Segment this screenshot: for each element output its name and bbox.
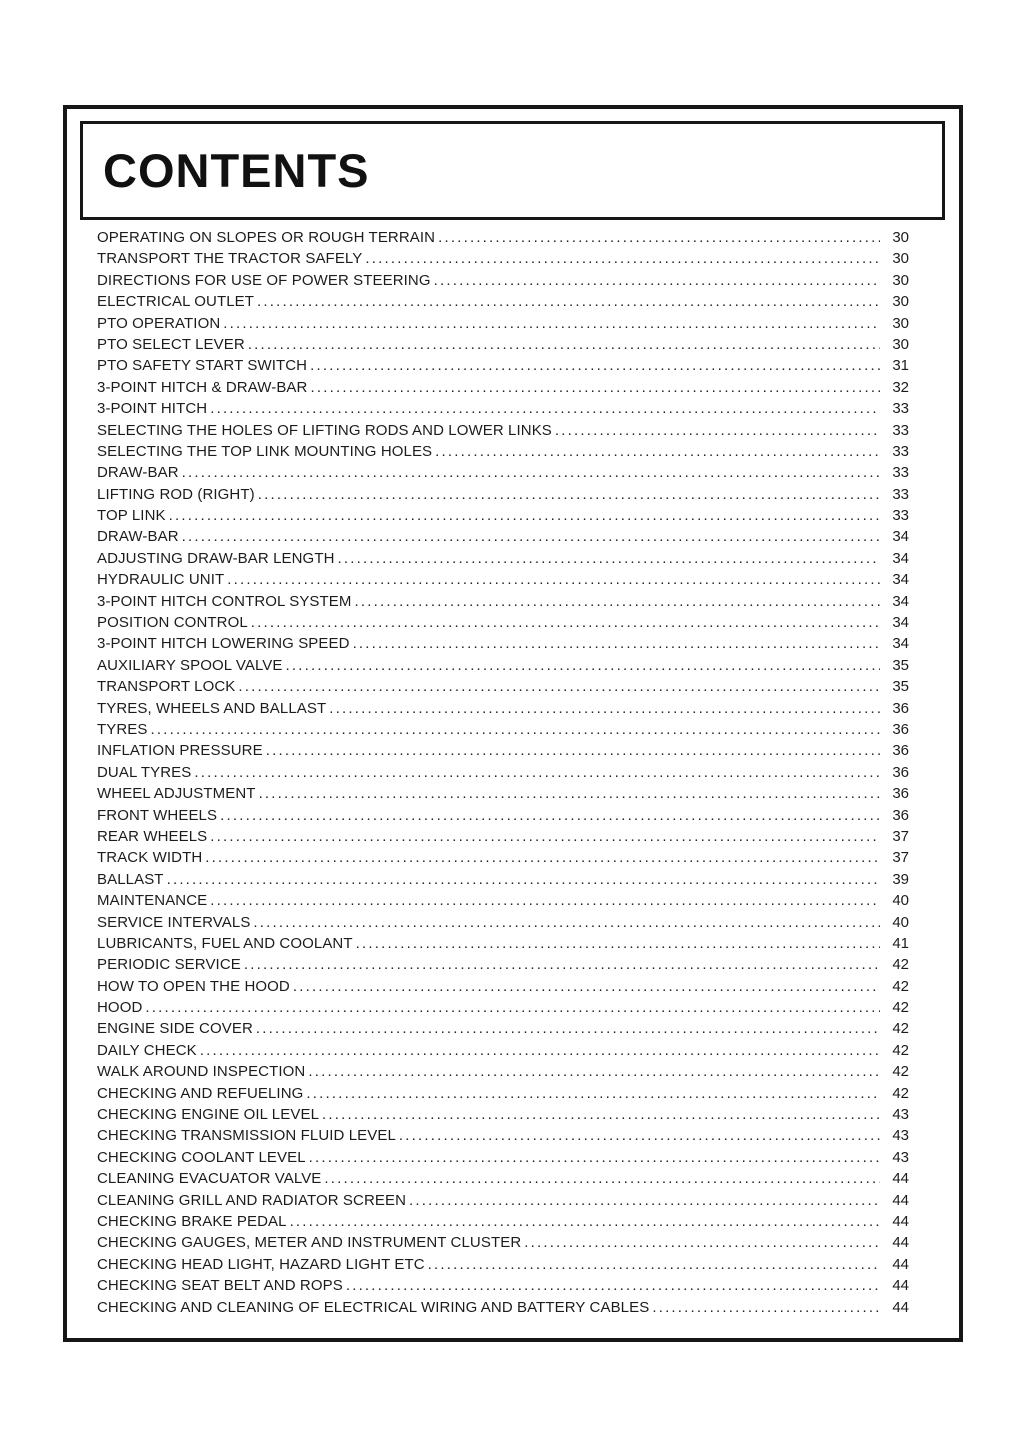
toc-leader-dots	[428, 1254, 880, 1275]
toc-entry	[97, 719, 909, 740]
toc-entry	[97, 633, 909, 654]
toc-entry-label: TRACK WIDTH	[97, 849, 203, 867]
toc-entry-label: CHECKING GAUGES, METER AND INSTRUMENT CLUSTER	[97, 1234, 522, 1252]
toc-entry-label: DRAW-BAR	[97, 528, 179, 546]
toc-leader-dots	[256, 1018, 880, 1039]
toc-entry	[97, 313, 909, 334]
toc-entry-label: SELECTING THE TOP LINK MOUNTING HOLES	[97, 442, 433, 460]
toc-list	[97, 227, 909, 1318]
toc-entry	[97, 398, 909, 419]
toc-entry-label: INFLATION PRESSURE	[97, 742, 263, 760]
toc-entry	[97, 976, 909, 997]
toc-entry-page: 39	[892, 870, 909, 888]
toc-entry-page: 34	[892, 571, 909, 589]
toc-leader-dots	[200, 1040, 880, 1061]
toc-entry-label: CHECKING SEAT BELT AND ROPS	[97, 1277, 343, 1295]
toc-entry-page: 44	[892, 1277, 909, 1295]
toc-entry-label: LUBRICANTS, FUEL AND COOLANT	[97, 934, 353, 952]
toc-leader-dots	[266, 740, 880, 761]
toc-leader-dots	[167, 869, 880, 890]
toc-entry	[97, 783, 909, 804]
toc-leader-dots	[324, 1168, 880, 1189]
toc-entry-label: ELECTRICAL OUTLET	[97, 293, 255, 311]
toc-entry	[97, 270, 909, 291]
toc-entry	[97, 655, 909, 676]
toc-leader-dots	[308, 1061, 880, 1082]
toc-entry	[97, 1297, 909, 1318]
toc-entry-page: 33	[892, 421, 909, 439]
toc-entry-page: 40	[892, 892, 909, 910]
toc-leader-dots	[434, 270, 880, 291]
toc-entry	[97, 441, 909, 462]
toc-leader-dots	[286, 655, 880, 676]
toc-leader-dots	[353, 633, 880, 654]
toc-entry-label: CHECKING COOLANT LEVEL	[97, 1148, 306, 1166]
toc-entry-page: 30	[892, 314, 909, 332]
toc-entry	[97, 1018, 909, 1039]
toc-entry-page: 35	[892, 656, 909, 674]
toc-entry-label: CLEANING GRILL AND RADIATOR SCREEN	[97, 1191, 407, 1209]
toc-entry-label: MAINTENANCE	[97, 892, 208, 910]
contents-title-box	[80, 121, 945, 220]
toc-entry	[97, 227, 909, 248]
toc-entry	[97, 291, 909, 312]
toc-entry-label: REAR WHEELS	[97, 827, 208, 845]
toc-entry-page: 30	[892, 293, 909, 311]
toc-entry	[97, 248, 909, 269]
toc-leader-dots	[205, 847, 880, 868]
toc-leader-dots	[399, 1125, 880, 1146]
toc-entry-page: 42	[892, 977, 909, 995]
toc-entry	[97, 505, 909, 526]
toc-entry-page: 43	[892, 1148, 909, 1166]
toc-entry-label: WHEEL ADJUSTMENT	[97, 785, 256, 803]
toc-leader-dots	[290, 1211, 880, 1232]
toc-leader-dots	[210, 826, 880, 847]
toc-entry-page: 30	[892, 335, 909, 353]
toc-entry-page: 41	[892, 934, 909, 952]
toc-entry-label: 3-POINT HITCH CONTROL SYSTEM	[97, 592, 352, 610]
toc-entry-page: 40	[892, 913, 909, 931]
toc-entry-label: ENGINE SIDE COVER	[97, 1020, 253, 1038]
toc-entry-page: 34	[892, 635, 909, 653]
toc-entry-page: 44	[892, 1255, 909, 1273]
toc-leader-dots	[652, 1297, 880, 1318]
toc-entry-page: 36	[892, 699, 909, 717]
toc-entry-label: BALLAST	[97, 870, 164, 888]
toc-entry-page: 34	[892, 549, 909, 567]
toc-entry-label: CHECKING TRANSMISSION FLUID LEVEL	[97, 1127, 396, 1145]
toc-leader-dots	[438, 227, 880, 248]
toc-leader-dots	[355, 591, 881, 612]
toc-leader-dots	[169, 505, 880, 526]
toc-leader-dots	[310, 377, 880, 398]
toc-entry-label: DRAW-BAR	[97, 464, 179, 482]
toc-leader-dots	[182, 526, 880, 547]
toc-entry	[97, 420, 909, 441]
toc-entry-page: 44	[892, 1298, 909, 1316]
toc-entry	[97, 869, 909, 890]
toc-leader-dots	[151, 719, 880, 740]
toc-entry	[97, 762, 909, 783]
toc-entry	[97, 1168, 909, 1189]
toc-entry-label: HOW TO OPEN THE HOOD	[97, 977, 290, 995]
toc-entry-label: 3-POINT HITCH	[97, 400, 208, 418]
toc-entry-label: 3-POINT HITCH & DRAW-BAR	[97, 378, 308, 396]
toc-entry-label: TYRES	[97, 720, 148, 738]
toc-entry-label: POSITION CONTROL	[97, 614, 248, 632]
toc-entry	[97, 890, 909, 911]
toc-entry-page: 42	[892, 1084, 909, 1102]
toc-entry-label: AUXILIARY SPOOL VALVE	[97, 656, 283, 674]
toc-entry-page: 44	[892, 1234, 909, 1252]
toc-leader-dots	[524, 1232, 880, 1253]
toc-entry	[97, 1211, 909, 1232]
toc-entry	[97, 997, 909, 1018]
toc-entry-page: 36	[892, 763, 909, 781]
toc-entry	[97, 1190, 909, 1211]
toc-entry-page: 37	[892, 849, 909, 867]
toc-entry-page: 42	[892, 1063, 909, 1081]
toc-entry-label: CLEANING EVACUATOR VALVE	[97, 1170, 322, 1188]
toc-entry-label: HYDRAULIC UNIT	[97, 571, 225, 589]
toc-entry	[97, 1040, 909, 1061]
toc-entry-page: 36	[892, 720, 909, 738]
toc-leader-dots	[253, 912, 880, 933]
toc-leader-dots	[248, 334, 880, 355]
toc-entry-page: 42	[892, 956, 909, 974]
toc-leader-dots	[293, 976, 880, 997]
toc-entry	[97, 591, 909, 612]
toc-entry	[97, 826, 909, 847]
toc-entry-page: 33	[892, 464, 909, 482]
toc-leader-dots	[555, 420, 880, 441]
toc-entry-label: 3-POINT HITCH LOWERING SPEED	[97, 635, 350, 653]
toc-entry	[97, 355, 909, 376]
toc-entry	[97, 1125, 909, 1146]
toc-entry	[97, 933, 909, 954]
toc-entry-label: CHECKING AND CLEANING OF ELECTRICAL WIRING AND BATTERY CABLES	[97, 1298, 650, 1316]
toc-entry-page: 37	[892, 827, 909, 845]
toc-leader-dots	[227, 569, 880, 590]
toc-entry-page: 30	[892, 271, 909, 289]
toc-entry-page: 35	[892, 678, 909, 696]
toc-entry	[97, 548, 909, 569]
toc-leader-dots	[194, 762, 880, 783]
toc-leader-dots	[244, 954, 880, 975]
toc-entry	[97, 526, 909, 547]
toc-leader-dots	[365, 248, 880, 269]
toc-leader-dots	[210, 890, 880, 911]
toc-entry	[97, 569, 909, 590]
toc-entry-page: 36	[892, 742, 909, 760]
toc-entry-page: 32	[892, 378, 909, 396]
toc-entry-label: LIFTING ROD (RIGHT)	[97, 485, 255, 503]
toc-entry-page: 42	[892, 999, 909, 1017]
toc-entry-page: 34	[892, 614, 909, 632]
toc-entry-label: TRANSPORT THE TRACTOR SAFELY	[97, 250, 363, 268]
toc-entry-label: TYRES, WHEELS AND BALLAST	[97, 699, 327, 717]
toc-entry	[97, 1275, 909, 1296]
toc-entry-page: 43	[892, 1106, 909, 1124]
toc-entry	[97, 676, 909, 697]
toc-leader-dots	[258, 484, 880, 505]
toc-entry-label: TOP LINK	[97, 507, 166, 525]
toc-leader-dots	[409, 1190, 880, 1211]
toc-entry-label: SELECTING THE HOLES OF LIFTING RODS AND LOWER LINKS	[97, 421, 552, 439]
toc-leader-dots	[251, 612, 880, 633]
toc-entry	[97, 1061, 909, 1082]
toc-leader-dots	[306, 1083, 880, 1104]
toc-leader-dots	[356, 933, 880, 954]
toc-entry	[97, 1083, 909, 1104]
toc-entry	[97, 1232, 909, 1253]
toc-entry-label: PERIODIC SERVICE	[97, 956, 241, 974]
toc-entry-page: 30	[892, 229, 909, 246]
toc-entry	[97, 740, 909, 761]
toc-leader-dots	[338, 548, 880, 569]
toc-leader-dots	[238, 676, 880, 697]
toc-entry-page: 43	[892, 1127, 909, 1145]
toc-entry	[97, 1104, 909, 1125]
toc-entry-page: 42	[892, 1020, 909, 1038]
toc-entry	[97, 334, 909, 355]
toc-entry	[97, 847, 909, 868]
toc-entry	[97, 612, 909, 633]
toc-leader-dots	[210, 398, 880, 419]
toc-entry	[97, 462, 909, 483]
toc-entry-page: 33	[892, 400, 909, 418]
content-frame	[63, 105, 963, 1342]
toc-entry-page: 36	[892, 806, 909, 824]
toc-entry-label: CHECKING BRAKE PEDAL	[97, 1212, 287, 1230]
toc-entry-page: 31	[892, 357, 909, 375]
page-title: CONTENTS	[103, 144, 370, 197]
toc-leader-dots	[257, 291, 880, 312]
toc-leader-dots	[309, 1147, 880, 1168]
toc-entry-page: 34	[892, 592, 909, 610]
toc-entry-label: PTO OPERATION	[97, 314, 221, 332]
toc-entry-label: FRONT WHEELS	[97, 806, 218, 824]
toc-leader-dots	[435, 441, 880, 462]
toc-leader-dots	[329, 698, 880, 719]
toc-entry-label: WALK AROUND INSPECTION	[97, 1063, 306, 1081]
toc-entry-page: 44	[892, 1191, 909, 1209]
toc-entry-label: CHECKING ENGINE OIL LEVEL	[97, 1106, 320, 1124]
toc-entry-label: CHECKING AND REFUELING	[97, 1084, 304, 1102]
toc-entry-page: 30	[892, 250, 909, 268]
toc-leader-dots	[223, 313, 880, 334]
toc-entry-label: HOOD	[97, 999, 143, 1017]
toc-entry-page: 36	[892, 785, 909, 803]
toc-entry	[97, 912, 909, 933]
toc-entry-label: DAILY CHECK	[97, 1041, 197, 1059]
toc-entry-page: 33	[892, 485, 909, 503]
toc-entry-page: 33	[892, 442, 909, 460]
toc-entry-page: 34	[892, 528, 909, 546]
toc-leader-dots	[145, 997, 880, 1018]
toc-leader-dots	[220, 805, 880, 826]
toc-leader-dots	[322, 1104, 880, 1125]
toc-entry-page: 44	[892, 1170, 909, 1188]
toc-entry	[97, 484, 909, 505]
toc-leader-dots	[259, 783, 880, 804]
toc-entry-page: 42	[892, 1041, 909, 1059]
toc-entry-label: PTO SAFETY START SWITCH	[97, 357, 308, 375]
toc-leader-dots	[182, 462, 880, 483]
toc-entry-label: PTO SELECT LEVER	[97, 335, 245, 353]
toc-entry	[97, 377, 909, 398]
toc-entry-label: CHECKING HEAD LIGHT, HAZARD LIGHT ETC	[97, 1255, 425, 1273]
toc-entry-label: OPERATING ON SLOPES OR ROUGH TERRAIN	[97, 229, 436, 246]
toc-entry-label: DIRECTIONS FOR USE OF POWER STEERING	[97, 271, 431, 289]
toc-entry-label: ADJUSTING DRAW-BAR LENGTH	[97, 549, 335, 567]
toc-entry	[97, 698, 909, 719]
toc-leader-dots	[346, 1275, 880, 1296]
toc-entry-page: 44	[892, 1212, 909, 1230]
toc-leader-dots	[310, 355, 880, 376]
toc-entry-label: TRANSPORT LOCK	[97, 678, 236, 696]
toc-entry	[97, 954, 909, 975]
toc-entry	[97, 1147, 909, 1168]
toc-entry	[97, 805, 909, 826]
toc-entry-label: DUAL TYRES	[97, 763, 192, 781]
toc-entry-page: 33	[892, 507, 909, 525]
toc-entry-label: SERVICE INTERVALS	[97, 913, 251, 931]
toc-entry	[97, 1254, 909, 1275]
